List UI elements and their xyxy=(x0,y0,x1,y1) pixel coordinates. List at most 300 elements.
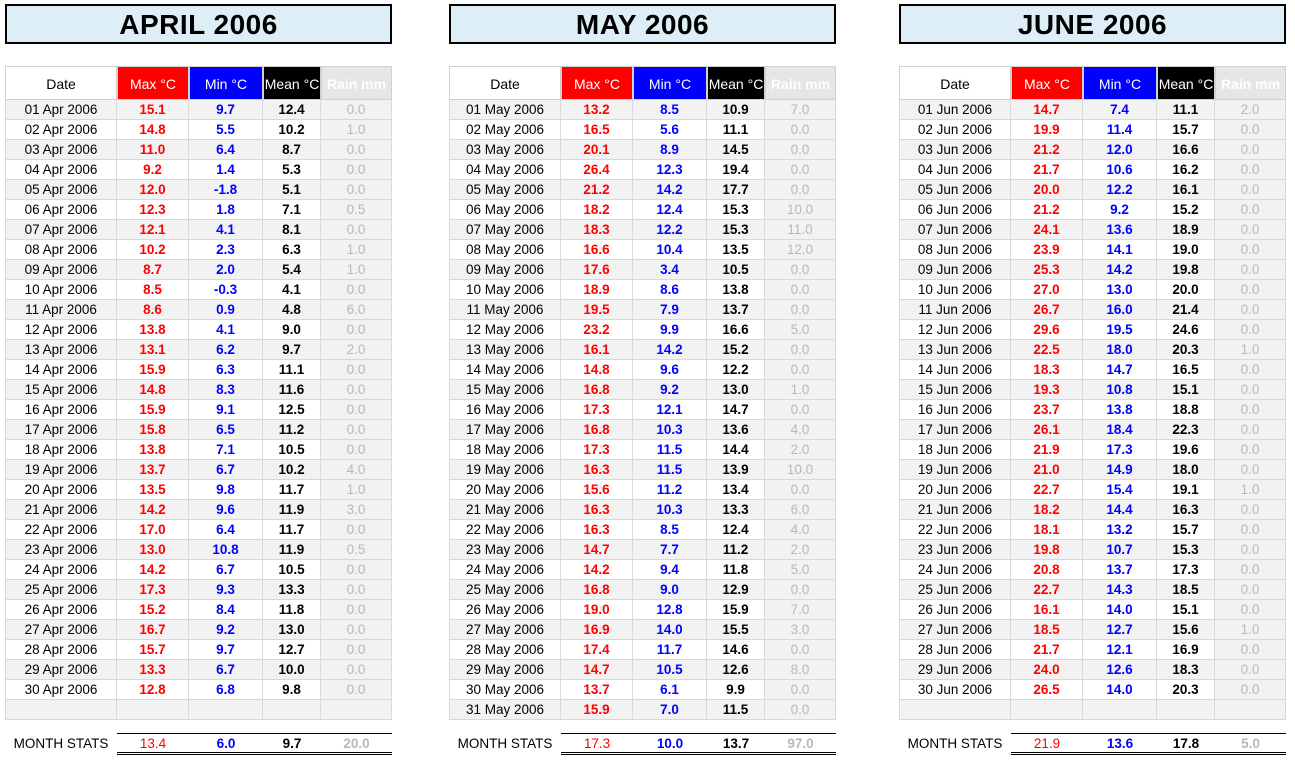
cell-rain[interactable]: 0.0 xyxy=(321,100,392,120)
cell-mean[interactable]: 15.9 xyxy=(707,600,765,620)
cell-mean[interactable]: 11.1 xyxy=(707,120,765,140)
cell-date[interactable]: 29 May 2006 xyxy=(449,660,561,680)
cell-rain[interactable]: 0.0 xyxy=(765,280,836,300)
cell-date[interactable]: 28 Jun 2006 xyxy=(899,640,1011,660)
cell-min[interactable]: 17.3 xyxy=(1083,440,1157,460)
cell-rain[interactable]: 2.0 xyxy=(321,340,392,360)
cell-date[interactable]: 27 Jun 2006 xyxy=(899,620,1011,640)
cell-rain[interactable]: 2.0 xyxy=(1215,100,1286,120)
cell-min[interactable]: 7.4 xyxy=(1083,100,1157,120)
cell-max[interactable]: 16.1 xyxy=(561,340,633,360)
cell-mean[interactable]: 12.6 xyxy=(707,660,765,680)
cell-max[interactable]: 18.1 xyxy=(1011,520,1083,540)
cell-date[interactable]: 09 Jun 2006 xyxy=(899,260,1011,280)
cell-mean[interactable]: 12.7 xyxy=(263,640,321,660)
cell-max[interactable]: 18.3 xyxy=(561,220,633,240)
cell-min[interactable]: 14.0 xyxy=(633,620,707,640)
cell-mean[interactable] xyxy=(1157,700,1215,720)
cell-date[interactable]: 23 Jun 2006 xyxy=(899,540,1011,560)
cell-max[interactable]: 20.1 xyxy=(561,140,633,160)
cell-max[interactable]: 16.5 xyxy=(561,120,633,140)
cell-max[interactable]: 26.1 xyxy=(1011,420,1083,440)
cell-min[interactable]: 10.3 xyxy=(633,500,707,520)
cell-max[interactable]: 13.0 xyxy=(117,540,189,560)
cell-min[interactable]: 11.4 xyxy=(1083,120,1157,140)
cell-rain[interactable]: 0.0 xyxy=(321,380,392,400)
cell-rain[interactable]: 0.0 xyxy=(765,140,836,160)
cell-max[interactable]: 22.7 xyxy=(1011,580,1083,600)
cell-rain[interactable]: 1.0 xyxy=(1215,620,1286,640)
cell-mean[interactable]: 9.7 xyxy=(263,340,321,360)
cell-mean[interactable]: 12.5 xyxy=(263,400,321,420)
cell-min[interactable]: 9.2 xyxy=(1083,200,1157,220)
cell-mean[interactable]: 17.3 xyxy=(1157,560,1215,580)
cell-min[interactable]: 6.8 xyxy=(189,680,263,700)
cell-date[interactable]: 04 May 2006 xyxy=(449,160,561,180)
cell-max[interactable]: 14.7 xyxy=(561,660,633,680)
cell-max[interactable]: 17.4 xyxy=(561,640,633,660)
cell-date[interactable]: 09 May 2006 xyxy=(449,260,561,280)
cell-date[interactable]: 01 Apr 2006 xyxy=(5,100,117,120)
cell-date[interactable]: 06 Apr 2006 xyxy=(5,200,117,220)
cell-date[interactable]: 11 Jun 2006 xyxy=(899,300,1011,320)
cell-date[interactable]: 07 May 2006 xyxy=(449,220,561,240)
cell-mean[interactable]: 11.2 xyxy=(263,420,321,440)
cell-mean[interactable]: 5.4 xyxy=(263,260,321,280)
cell-date[interactable]: 10 Jun 2006 xyxy=(899,280,1011,300)
cell-rain[interactable]: 10.0 xyxy=(765,200,836,220)
cell-max[interactable]: 16.3 xyxy=(561,460,633,480)
cell-max[interactable]: 18.3 xyxy=(1011,360,1083,380)
cell-min[interactable]: 13.8 xyxy=(1083,400,1157,420)
stats-max[interactable]: 17.3 xyxy=(583,736,611,751)
cell-max[interactable]: 29.6 xyxy=(1011,320,1083,340)
cell-date[interactable]: 05 May 2006 xyxy=(449,180,561,200)
cell-max[interactable]: 24.1 xyxy=(1011,220,1083,240)
cell-max[interactable]: 13.2 xyxy=(561,100,633,120)
cell-rain[interactable]: 1.0 xyxy=(321,120,392,140)
cell-max[interactable]: 25.3 xyxy=(1011,260,1083,280)
cell-date[interactable]: 19 Jun 2006 xyxy=(899,460,1011,480)
cell-date[interactable]: 01 Jun 2006 xyxy=(899,100,1011,120)
stats-min[interactable]: 6.0 xyxy=(216,736,236,751)
cell-mean[interactable]: 20.3 xyxy=(1157,340,1215,360)
cell-min[interactable]: 13.6 xyxy=(1083,220,1157,240)
cell-max[interactable]: 17.3 xyxy=(117,580,189,600)
cell-mean[interactable]: 10.0 xyxy=(263,660,321,680)
cell-rain[interactable]: 0.0 xyxy=(321,620,392,640)
cell-date[interactable]: 22 May 2006 xyxy=(449,520,561,540)
cell-max[interactable]: 14.7 xyxy=(1011,100,1083,120)
cell-max[interactable]: 16.3 xyxy=(561,520,633,540)
cell-date[interactable]: 15 Apr 2006 xyxy=(5,380,117,400)
cell-min[interactable]: 9.4 xyxy=(633,560,707,580)
cell-rain[interactable]: 0.0 xyxy=(765,260,836,280)
cell-rain[interactable]: 0.0 xyxy=(1215,660,1286,680)
cell-min[interactable]: 11.5 xyxy=(633,440,707,460)
cell-rain[interactable]: 1.0 xyxy=(321,480,392,500)
cell-min[interactable]: 18.0 xyxy=(1083,340,1157,360)
cell-mean[interactable]: 11.1 xyxy=(263,360,321,380)
cell-mean[interactable]: 10.9 xyxy=(707,100,765,120)
cell-date[interactable]: 23 Apr 2006 xyxy=(5,540,117,560)
cell-min[interactable]: 11.2 xyxy=(633,480,707,500)
cell-min[interactable]: 16.0 xyxy=(1083,300,1157,320)
stats-rain[interactable]: 5.0 xyxy=(1241,736,1260,751)
cell-mean[interactable]: 4.8 xyxy=(263,300,321,320)
cell-max[interactable]: 17.0 xyxy=(117,520,189,540)
cell-min[interactable]: 10.7 xyxy=(1083,540,1157,560)
cell-min[interactable]: 9.0 xyxy=(633,580,707,600)
cell-min[interactable]: 18.4 xyxy=(1083,420,1157,440)
cell-rain[interactable]: 1.0 xyxy=(1215,340,1286,360)
cell-min[interactable]: 8.3 xyxy=(189,380,263,400)
cell-mean[interactable]: 20.3 xyxy=(1157,680,1215,700)
stats-min[interactable]: 10.0 xyxy=(656,736,684,751)
cell-min[interactable]: 0.9 xyxy=(189,300,263,320)
cell-mean[interactable]: 14.5 xyxy=(707,140,765,160)
cell-min[interactable]: 9.8 xyxy=(189,480,263,500)
cell-min[interactable]: 10.8 xyxy=(189,540,263,560)
cell-max[interactable]: 14.2 xyxy=(117,560,189,580)
cell-min[interactable]: 12.1 xyxy=(1083,640,1157,660)
cell-min[interactable]: 8.9 xyxy=(633,140,707,160)
cell-date[interactable]: 08 Jun 2006 xyxy=(899,240,1011,260)
cell-rain[interactable]: 0.0 xyxy=(765,680,836,700)
cell-date[interactable]: 11 Apr 2006 xyxy=(5,300,117,320)
cell-date[interactable]: 05 Jun 2006 xyxy=(899,180,1011,200)
cell-rain[interactable]: 0.0 xyxy=(1215,520,1286,540)
cell-max[interactable]: 19.8 xyxy=(1011,540,1083,560)
cell-mean[interactable]: 13.4 xyxy=(707,480,765,500)
cell-rain[interactable]: 0.0 xyxy=(321,580,392,600)
cell-date[interactable]: 29 Jun 2006 xyxy=(899,660,1011,680)
cell-date[interactable]: 12 Apr 2006 xyxy=(5,320,117,340)
cell-max[interactable]: 21.7 xyxy=(1011,160,1083,180)
cell-date[interactable]: 07 Jun 2006 xyxy=(899,220,1011,240)
cell-min[interactable]: 12.8 xyxy=(633,600,707,620)
cell-min[interactable]: 6.7 xyxy=(189,660,263,680)
cell-max[interactable]: 8.6 xyxy=(117,300,189,320)
cell-date[interactable]: 03 May 2006 xyxy=(449,140,561,160)
cell-min[interactable]: 12.3 xyxy=(633,160,707,180)
cell-mean[interactable]: 10.5 xyxy=(263,440,321,460)
cell-max[interactable]: 9.2 xyxy=(117,160,189,180)
cell-mean[interactable]: 16.2 xyxy=(1157,160,1215,180)
cell-min[interactable]: 10.3 xyxy=(633,420,707,440)
cell-max[interactable]: 12.0 xyxy=(117,180,189,200)
cell-max[interactable]: 16.8 xyxy=(561,420,633,440)
cell-date[interactable]: 25 Jun 2006 xyxy=(899,580,1011,600)
cell-rain[interactable]: 12.0 xyxy=(765,240,836,260)
cell-max[interactable]: 26.5 xyxy=(1011,680,1083,700)
cell-max[interactable]: 18.9 xyxy=(561,280,633,300)
cell-max[interactable]: 16.1 xyxy=(1011,600,1083,620)
header-date[interactable]: Date xyxy=(449,66,561,100)
cell-mean[interactable]: 17.7 xyxy=(707,180,765,200)
cell-max[interactable]: 13.1 xyxy=(117,340,189,360)
cell-date[interactable]: 08 Apr 2006 xyxy=(5,240,117,260)
header-mean[interactable]: Mean °C xyxy=(1157,66,1215,100)
cell-max[interactable]: 22.5 xyxy=(1011,340,1083,360)
cell-date[interactable]: 18 Apr 2006 xyxy=(5,440,117,460)
cell-mean[interactable]: 11.8 xyxy=(707,560,765,580)
cell-max[interactable]: 10.2 xyxy=(117,240,189,260)
cell-min[interactable]: 1.4 xyxy=(189,160,263,180)
cell-max[interactable]: 20.8 xyxy=(1011,560,1083,580)
cell-rain[interactable]: 0.0 xyxy=(321,280,392,300)
cell-max[interactable]: 17.3 xyxy=(561,400,633,420)
cell-mean[interactable]: 15.1 xyxy=(1157,600,1215,620)
cell-date[interactable]: 02 Jun 2006 xyxy=(899,120,1011,140)
cell-mean[interactable]: 7.1 xyxy=(263,200,321,220)
cell-max[interactable]: 16.6 xyxy=(561,240,633,260)
cell-min[interactable]: 5.5 xyxy=(189,120,263,140)
cell-min[interactable]: 6.4 xyxy=(189,140,263,160)
cell-date[interactable]: 28 May 2006 xyxy=(449,640,561,660)
cell-rain[interactable]: 0.0 xyxy=(1215,500,1286,520)
cell-mean[interactable] xyxy=(263,700,321,720)
cell-max[interactable]: 23.7 xyxy=(1011,400,1083,420)
cell-min[interactable]: 9.7 xyxy=(189,640,263,660)
cell-max[interactable]: 13.8 xyxy=(117,320,189,340)
cell-rain[interactable]: 0.0 xyxy=(321,520,392,540)
cell-rain[interactable]: 7.0 xyxy=(765,600,836,620)
cell-rain[interactable]: 2.0 xyxy=(765,440,836,460)
cell-max[interactable]: 15.9 xyxy=(117,400,189,420)
cell-mean[interactable]: 16.9 xyxy=(1157,640,1215,660)
cell-min[interactable]: 4.1 xyxy=(189,320,263,340)
cell-max[interactable]: 16.3 xyxy=(561,500,633,520)
cell-rain[interactable]: 0.0 xyxy=(1215,540,1286,560)
cell-min[interactable]: 10.4 xyxy=(633,240,707,260)
cell-rain[interactable]: 0.0 xyxy=(1215,160,1286,180)
header-max[interactable]: Max °C xyxy=(117,66,189,100)
cell-max[interactable]: 11.0 xyxy=(117,140,189,160)
cell-date[interactable]: 25 Apr 2006 xyxy=(5,580,117,600)
cell-mean[interactable]: 8.7 xyxy=(263,140,321,160)
cell-date[interactable]: 26 Apr 2006 xyxy=(5,600,117,620)
cell-min[interactable]: 2.3 xyxy=(189,240,263,260)
cell-mean[interactable]: 4.1 xyxy=(263,280,321,300)
cell-rain[interactable]: 0.0 xyxy=(1215,220,1286,240)
cell-max[interactable]: 14.2 xyxy=(117,500,189,520)
cell-min[interactable]: 13.2 xyxy=(1083,520,1157,540)
cell-rain[interactable]: 0.0 xyxy=(1215,360,1286,380)
cell-mean[interactable]: 12.2 xyxy=(707,360,765,380)
cell-rain[interactable]: 10.0 xyxy=(765,460,836,480)
cell-date[interactable]: 28 Apr 2006 xyxy=(5,640,117,660)
cell-date[interactable]: 04 Jun 2006 xyxy=(899,160,1011,180)
cell-max[interactable]: 13.5 xyxy=(117,480,189,500)
cell-date[interactable]: 06 Jun 2006 xyxy=(899,200,1011,220)
stats-rain[interactable]: 97.0 xyxy=(787,736,814,751)
cell-mean[interactable]: 11.2 xyxy=(707,540,765,560)
cell-date[interactable]: 17 Jun 2006 xyxy=(899,420,1011,440)
cell-rain[interactable]: 0.0 xyxy=(1215,240,1286,260)
cell-max[interactable]: 19.0 xyxy=(561,600,633,620)
cell-date[interactable]: 19 Apr 2006 xyxy=(5,460,117,480)
cell-mean[interactable]: 11.7 xyxy=(263,520,321,540)
cell-rain[interactable]: 0.0 xyxy=(1215,300,1286,320)
cell-mean[interactable]: 9.0 xyxy=(263,320,321,340)
cell-mean[interactable]: 12.4 xyxy=(707,520,765,540)
stats-mean[interactable]: 13.7 xyxy=(722,736,750,751)
cell-max[interactable]: 8.7 xyxy=(117,260,189,280)
cell-mean[interactable]: 19.6 xyxy=(1157,440,1215,460)
cell-mean[interactable]: 13.6 xyxy=(707,420,765,440)
cell-mean[interactable]: 13.0 xyxy=(707,380,765,400)
cell-rain[interactable]: 3.0 xyxy=(321,500,392,520)
cell-min[interactable]: 12.2 xyxy=(1083,180,1157,200)
cell-max[interactable]: 24.0 xyxy=(1011,660,1083,680)
cell-date[interactable]: 12 Jun 2006 xyxy=(899,320,1011,340)
cell-min[interactable]: 4.1 xyxy=(189,220,263,240)
cell-rain[interactable]: 0.0 xyxy=(1215,380,1286,400)
cell-max[interactable]: 16.9 xyxy=(561,620,633,640)
cell-mean[interactable]: 14.6 xyxy=(707,640,765,660)
cell-date[interactable]: 05 Apr 2006 xyxy=(5,180,117,200)
cell-rain[interactable]: 0.0 xyxy=(321,680,392,700)
cell-min[interactable]: 9.2 xyxy=(189,620,263,640)
cell-mean[interactable]: 11.9 xyxy=(263,500,321,520)
cell-min[interactable]: 14.7 xyxy=(1083,360,1157,380)
cell-rain[interactable] xyxy=(321,700,392,720)
cell-date[interactable]: 15 May 2006 xyxy=(449,380,561,400)
cell-mean[interactable]: 11.7 xyxy=(263,480,321,500)
cell-date[interactable]: 30 May 2006 xyxy=(449,680,561,700)
cell-date[interactable]: 03 Jun 2006 xyxy=(899,140,1011,160)
cell-mean[interactable]: 22.3 xyxy=(1157,420,1215,440)
cell-date[interactable]: 12 May 2006 xyxy=(449,320,561,340)
cell-rain[interactable]: 5.0 xyxy=(765,560,836,580)
cell-max[interactable]: 13.3 xyxy=(117,660,189,680)
header-min[interactable]: Min °C xyxy=(633,66,707,100)
cell-max[interactable]: 20.0 xyxy=(1011,180,1083,200)
cell-min[interactable]: 14.2 xyxy=(633,180,707,200)
cell-min[interactable]: 6.2 xyxy=(189,340,263,360)
cell-max[interactable] xyxy=(1011,700,1083,720)
cell-min[interactable]: 14.4 xyxy=(1083,500,1157,520)
cell-max[interactable]: 17.3 xyxy=(561,440,633,460)
cell-mean[interactable]: 19.4 xyxy=(707,160,765,180)
cell-max[interactable]: 14.7 xyxy=(561,540,633,560)
cell-rain[interactable] xyxy=(1215,700,1286,720)
cell-rain[interactable]: 0.0 xyxy=(321,360,392,380)
cell-max[interactable]: 22.7 xyxy=(1011,480,1083,500)
cell-mean[interactable]: 14.4 xyxy=(707,440,765,460)
cell-max[interactable]: 16.7 xyxy=(117,620,189,640)
cell-max[interactable]: 14.8 xyxy=(117,120,189,140)
cell-min[interactable]: 12.1 xyxy=(633,400,707,420)
cell-min[interactable]: 9.2 xyxy=(633,380,707,400)
cell-min[interactable]: 13.7 xyxy=(1083,560,1157,580)
cell-rain[interactable]: 3.0 xyxy=(765,620,836,640)
cell-mean[interactable]: 13.8 xyxy=(707,280,765,300)
cell-mean[interactable]: 16.6 xyxy=(1157,140,1215,160)
cell-mean[interactable]: 12.9 xyxy=(707,580,765,600)
cell-max[interactable]: 21.2 xyxy=(1011,200,1083,220)
cell-max[interactable]: 21.2 xyxy=(561,180,633,200)
cell-date[interactable]: 02 Apr 2006 xyxy=(5,120,117,140)
cell-rain[interactable]: 0.0 xyxy=(1215,280,1286,300)
cell-min[interactable]: 9.9 xyxy=(633,320,707,340)
cell-mean[interactable]: 21.4 xyxy=(1157,300,1215,320)
cell-date[interactable]: 08 May 2006 xyxy=(449,240,561,260)
cell-rain[interactable]: 0.0 xyxy=(765,180,836,200)
cell-min[interactable]: 8.6 xyxy=(633,280,707,300)
cell-max[interactable]: 16.8 xyxy=(561,380,633,400)
cell-date[interactable]: 13 Jun 2006 xyxy=(899,340,1011,360)
cell-rain[interactable]: 0.0 xyxy=(765,700,836,720)
cell-min[interactable]: 6.7 xyxy=(189,460,263,480)
cell-date[interactable]: 20 May 2006 xyxy=(449,480,561,500)
cell-max[interactable]: 15.6 xyxy=(561,480,633,500)
header-min[interactable]: Min °C xyxy=(189,66,263,100)
cell-min[interactable]: 9.6 xyxy=(189,500,263,520)
cell-rain[interactable]: 0.0 xyxy=(321,560,392,580)
cell-min[interactable]: 14.9 xyxy=(1083,460,1157,480)
cell-min[interactable]: 12.0 xyxy=(1083,140,1157,160)
cell-mean[interactable]: 13.7 xyxy=(707,300,765,320)
cell-max[interactable]: 13.7 xyxy=(561,680,633,700)
cell-mean[interactable]: 14.7 xyxy=(707,400,765,420)
cell-date[interactable]: 18 May 2006 xyxy=(449,440,561,460)
cell-rain[interactable]: 4.0 xyxy=(765,420,836,440)
cell-max[interactable] xyxy=(117,700,189,720)
cell-mean[interactable]: 18.3 xyxy=(1157,660,1215,680)
cell-min[interactable]: 6.5 xyxy=(189,420,263,440)
cell-min[interactable]: 10.5 xyxy=(633,660,707,680)
cell-rain[interactable]: 0.0 xyxy=(321,660,392,680)
cell-rain[interactable]: 1.0 xyxy=(321,260,392,280)
cell-max[interactable]: 21.2 xyxy=(1011,140,1083,160)
cell-date[interactable]: 21 Jun 2006 xyxy=(899,500,1011,520)
cell-date[interactable]: 18 Jun 2006 xyxy=(899,440,1011,460)
cell-rain[interactable]: 0.5 xyxy=(321,200,392,220)
cell-rain[interactable]: 0.0 xyxy=(1215,320,1286,340)
cell-rain[interactable]: 0.0 xyxy=(1215,600,1286,620)
cell-rain[interactable]: 0.0 xyxy=(1215,640,1286,660)
cell-mean[interactable]: 19.0 xyxy=(1157,240,1215,260)
cell-min[interactable] xyxy=(189,700,263,720)
cell-max[interactable]: 26.4 xyxy=(561,160,633,180)
cell-min[interactable]: 14.0 xyxy=(1083,680,1157,700)
cell-max[interactable]: 12.1 xyxy=(117,220,189,240)
cell-rain[interactable]: 0.0 xyxy=(1215,400,1286,420)
cell-rain[interactable]: 0.0 xyxy=(1215,460,1286,480)
cell-min[interactable]: 10.8 xyxy=(1083,380,1157,400)
cell-min[interactable]: 11.7 xyxy=(633,640,707,660)
cell-rain[interactable]: 5.0 xyxy=(765,320,836,340)
cell-rain[interactable]: 0.0 xyxy=(1215,200,1286,220)
cell-rain[interactable]: 0.0 xyxy=(765,160,836,180)
cell-date[interactable]: 29 Apr 2006 xyxy=(5,660,117,680)
cell-date[interactable]: 31 May 2006 xyxy=(449,700,561,720)
cell-mean[interactable]: 11.1 xyxy=(1157,100,1215,120)
cell-min[interactable]: 19.5 xyxy=(1083,320,1157,340)
cell-min[interactable]: 7.1 xyxy=(189,440,263,460)
cell-rain[interactable]: 0.0 xyxy=(321,140,392,160)
cell-max[interactable]: 21.9 xyxy=(1011,440,1083,460)
cell-rain[interactable]: 0.0 xyxy=(765,120,836,140)
cell-mean[interactable]: 15.5 xyxy=(707,620,765,640)
cell-min[interactable]: 3.4 xyxy=(633,260,707,280)
cell-date[interactable]: 11 May 2006 xyxy=(449,300,561,320)
cell-rain[interactable]: 11.0 xyxy=(765,220,836,240)
cell-date[interactable]: 24 Jun 2006 xyxy=(899,560,1011,580)
header-rain[interactable]: Rain mm xyxy=(1215,66,1286,100)
